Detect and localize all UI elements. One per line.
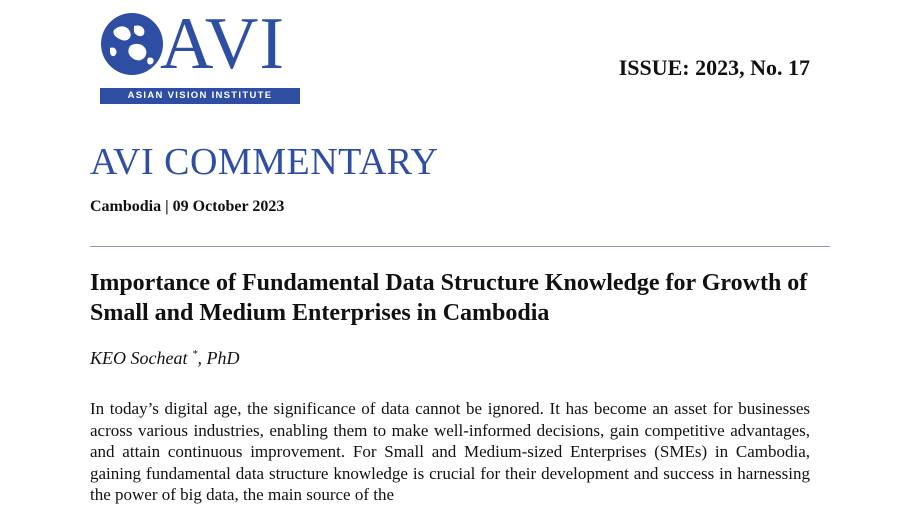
body-paragraph: In today’s digital age, the significance of data cannot be ignored. It has become an asset for businesses across various industries, enabling them to make well-informed decisions, gain competitive advantages, and attain continuous improvement. For Small and Medium-sized Enterprises (SMEs) in Cambodia, gaining fundamental data structure knowledge is crucial for their development and success in harnessing the power of big data, the main source of the <box>90 399 810 504</box>
author-degree: , PhD <box>197 348 240 368</box>
logo-subtitle: ASIAN VISION INSTITUTE <box>100 88 300 104</box>
avi-logo <box>100 3 300 104</box>
divider <box>90 246 830 247</box>
country-date: Cambodia | 09 October 2023 <box>90 198 285 215</box>
article-title: Importance of Fundamental Data Structure Knowledge for Growth of Small and Medium Enterprises in Cambodia <box>90 270 808 326</box>
author-footnote-mark: * <box>191 348 198 360</box>
globe-icon <box>100 12 164 76</box>
author-name: KEO Socheat <box>90 348 188 368</box>
author-byline <box>90 348 239 369</box>
series-title: AVI COMMENTARY <box>90 141 439 183</box>
logo-letters: AVI <box>160 3 285 85</box>
issue-number: ISSUE: 2023, No. 17 <box>618 55 810 80</box>
